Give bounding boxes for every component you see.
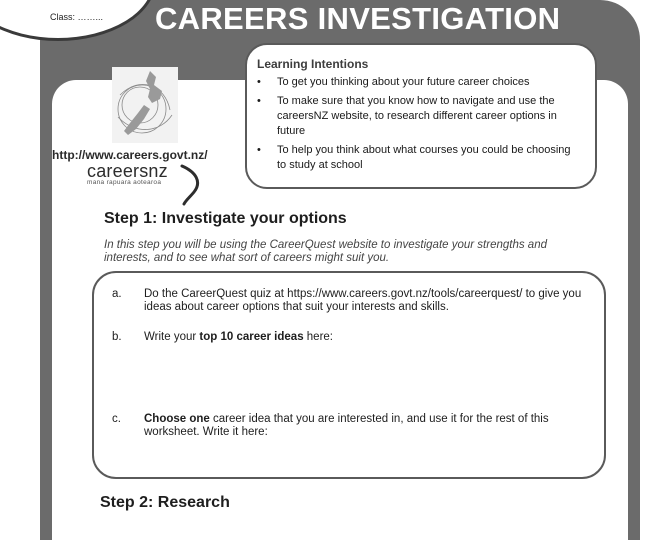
learning-intentions-list bbox=[257, 75, 581, 173]
careersnz-logo bbox=[87, 161, 168, 186]
nz-map-icon bbox=[110, 65, 180, 145]
task-c bbox=[112, 413, 582, 439]
learning-intentions-heading: Learning Intentions bbox=[257, 57, 369, 71]
step1-intro: In this step you will be using the CareerQuest website to investigate your strengths and interests, and to see what sort of careers might suit you. bbox=[104, 239, 547, 264]
bullet-icon: • bbox=[257, 76, 261, 88]
careersnz-logo-name: careersnz bbox=[87, 161, 168, 181]
learning-intentions-box bbox=[245, 43, 597, 189]
list-item: • To make sure that you know how to navigate and use the careersNZ website, to research different career options in future bbox=[257, 95, 557, 137]
task-text: Choose one career idea that you are interested in, and use it for the rest of this worksheet. Write it here: bbox=[144, 413, 549, 438]
page-title: CAREERS INVESTIGATION bbox=[155, 1, 561, 36]
bullet-icon: • bbox=[257, 144, 261, 156]
swoosh-icon bbox=[178, 164, 206, 206]
task-text: Do the CareerQuest quiz at https://www.careers.govt.nz/tools/careerquest/ to give you ideas about career options that suit your interests and skills. bbox=[144, 288, 582, 313]
class-label: Class: ……... bbox=[50, 12, 104, 22]
task-letter: a. bbox=[112, 288, 122, 300]
step1-task-box bbox=[92, 271, 606, 479]
careers-url[interactable]: http://www.careers.govt.nz/ bbox=[52, 148, 208, 162]
step2-title: Step 2: Research bbox=[100, 494, 230, 511]
list-item: • To get you thinking about your future career choices bbox=[257, 76, 530, 88]
task-letter: b. bbox=[112, 331, 122, 343]
step1-title: Step 1: Investigate your options bbox=[104, 210, 347, 227]
bullet-icon: • bbox=[257, 95, 261, 107]
task-letter: c. bbox=[112, 413, 121, 425]
task-text: Write your top 10 career ideas here: bbox=[144, 331, 334, 343]
list-item: • To help you think about what courses you could be choosing to study at school bbox=[257, 144, 571, 171]
careersnz-logo-tagline: mana rapuara aotearoa bbox=[87, 179, 162, 186]
task-a bbox=[112, 288, 582, 314]
task-b bbox=[112, 331, 582, 344]
